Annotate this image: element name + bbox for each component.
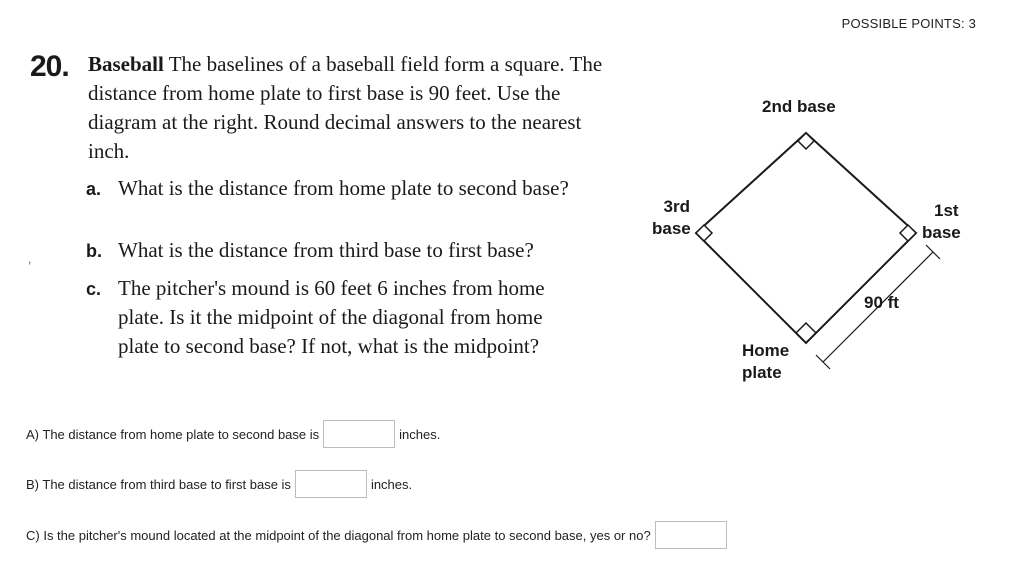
baseball-diamond-diagram bbox=[630, 90, 990, 400]
third-base-label-line2: base bbox=[652, 219, 691, 238]
part-a bbox=[86, 174, 626, 204]
third-base-label-line1: 3rd bbox=[663, 197, 690, 216]
answer-b-input[interactable] bbox=[295, 470, 367, 498]
home-right-angle bbox=[796, 323, 816, 333]
side-length-label: 90 ft bbox=[864, 293, 899, 312]
part-b-text: What is the distance from third base to first base? bbox=[118, 238, 534, 262]
answer-a-suffix: inches. bbox=[399, 426, 441, 442]
problem-intro bbox=[88, 50, 608, 166]
answer-a-prefix: A) The distance from home plate to second base is bbox=[26, 426, 320, 442]
answer-c-row bbox=[26, 521, 731, 549]
diamond-svg bbox=[630, 90, 990, 400]
answer-c-prefix: C) Is the pitcher's mound located at the midpoint of the diagonal from home plate to second base, yes or no? bbox=[26, 527, 651, 543]
stray-mark: , bbox=[28, 252, 32, 266]
home-plate-label bbox=[742, 340, 789, 384]
part-c-letter: c. bbox=[86, 279, 102, 299]
part-c-text: The pitcher's mound is 60 feet 6 inches from home plate. Is it the midpoint of the diagonal from home plate to second base? If not, what is the midpoint? bbox=[118, 276, 545, 358]
part-a-text: What is the distance from home plate to second base? bbox=[118, 176, 569, 200]
part-b-letter: b. bbox=[86, 241, 102, 261]
answer-b-prefix: B) The distance from third base to first base is bbox=[26, 476, 291, 492]
part-c bbox=[86, 274, 626, 361]
second-base-label: 2nd base bbox=[762, 97, 836, 116]
third-base-marker bbox=[696, 225, 712, 241]
answer-c-input[interactable] bbox=[655, 521, 727, 549]
problem-intro-text: The baselines of a baseball field form a square. The distance from home plate to first base is 90 feet. Use the diagram at the right. Round decimal answers to the nearest inch. bbox=[88, 52, 603, 163]
part-a-letter: a. bbox=[86, 179, 102, 199]
first-base-label-line1: 1st bbox=[934, 201, 959, 220]
problem-title: Baseball bbox=[88, 52, 164, 76]
first-base-label bbox=[922, 200, 961, 244]
third-base-label bbox=[652, 196, 690, 240]
home-plate-label-line1: Home bbox=[742, 341, 790, 360]
first-base-marker bbox=[900, 225, 916, 241]
second-base-marker bbox=[798, 133, 814, 149]
answer-a-input[interactable] bbox=[323, 420, 395, 448]
home-plate-label-line2: plate bbox=[742, 363, 782, 382]
answer-b-suffix: inches. bbox=[370, 476, 413, 492]
answer-a-row bbox=[26, 420, 440, 448]
part-b bbox=[86, 236, 626, 266]
problem-number: 20. bbox=[30, 50, 69, 83]
first-base-label-line2: base bbox=[922, 223, 961, 242]
possible-points: POSSIBLE POINTS: 3 bbox=[841, 16, 976, 31]
answer-b-row bbox=[26, 470, 412, 498]
